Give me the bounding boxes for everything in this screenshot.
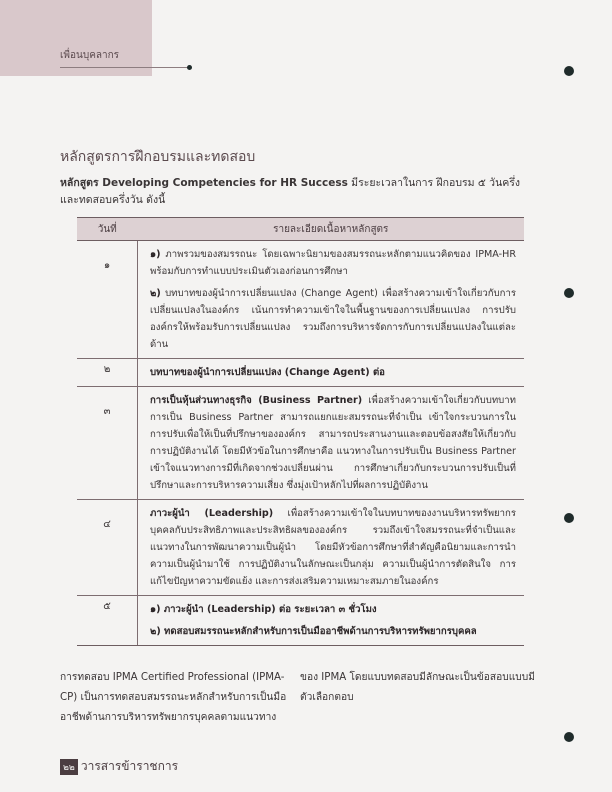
magazine-name: วารสารข้าราชการ — [80, 759, 179, 773]
page-number: ๒๒ — [60, 759, 78, 775]
margin-dot-1 — [564, 66, 574, 76]
detail-item: ภาวะผู้นำ (Leadership) เพื่อสร้างความเข้าใจในบทบาทของงานบริหารทรัพยากรบุคคลกับประสิทธิภาพและประสิทธิผลขององค์กร รวมถึงเข้าใจสมรรถนะที่จำเป็นและแนวทางในการพัฒนาความเป็นผู้นำ โดยมีหัวข้อการศึกษาที่สำคัญคือนิยามและการนำความเป็นผู้นำมาใช้ การปฏิบัติงานในลักษณะเป็นกลุ่ม ความเป็นผู้นำการตัดสินใจ การแก้ไขปัญหาความขัดแย้ง และการส่งเสริมความเหมาะสมภายในองค์กร — [150, 508, 516, 587]
day-cell: ๑ — [77, 241, 138, 359]
margin-dot-4 — [564, 732, 574, 742]
bottom-paragraph-right: ของ IPMA โดยแบบทดสอบมีลักษณะเป็นข้อสอบแบบมีตัวเลือกตอบ — [300, 672, 535, 703]
detail-item: ๒) บทบาทของผู้นำการเปลี่ยนแปลง (Change Agent) เพื่อสร้างความเข้าใจเกี่ยวกับการเปลี่ยนแปลงในองค์กร เน้นการทำความเข้าใจในพื้นฐานของการเปลี่ยนแปลง การปรับองค์กรให้พร้อมรับการเปลี่ยนแปลง รวมถึงการบริหารจัดการกับการเปลี่ยนแปลงในแต่ละด้าน — [150, 288, 516, 350]
detail-item: ๑) ภาพรวมของสมรรถนะ โดยเฉพาะนิยามของสมรรถนะหลักตามแนวคิดของ IPMA-HR พร้อมกับการทำแบบประเมินตัวเองก่อนการศึกษา — [150, 249, 516, 277]
margin-dot-3 — [564, 513, 574, 523]
detail-item: บทบาทของผู้นำการเปลี่ยนแปลง (Change Agent) ต่อ — [150, 367, 385, 378]
header-tab — [0, 0, 152, 76]
table-row — [77, 359, 524, 387]
detail-cell — [138, 596, 525, 646]
page-footer — [60, 757, 178, 776]
section-label: เพื่อนบุคลากร — [60, 50, 120, 61]
detail-item: การเป็นหุ้นส่วนทางธุรกิจ (Business Partner) เพื่อสร้างความเข้าใจเกี่ยวกับบทบาทการเป็น Business Partner สามารถแยกแยะสมรรถนะที่จำเป็น เข้าใจกระบวนการในการปรับเพื่อให้เป็นที่ปรึกษาขององค์กร สามารถประสานงานและตอบข้อสงสัยให้เกี่ยวกับการปฏิบัติงานได้ โดยมีหัวข้อในการศึกษาคือ แนวทางในการปรับเป็น Business Partner เข้าใจแนวทางการมีที่เกิดจากช่วงเปลี่ยนผ่าน การศึกษาเกี่ยวกับกระบวนการปรับเป็นที่ปรึกษาและการบริหารความเสี่ยง ซึ่งมุ่งเป้าหลักไปที่ผลการปฏิบัติงาน — [150, 395, 516, 491]
course-table — [77, 217, 524, 646]
table-row — [77, 241, 524, 359]
day-cell: ๓ — [77, 387, 138, 500]
detail-item: ๑) ภาวะผู้นำ (Leadership) ต่อ ระยะเวลา ๓ ชั่วโมง — [150, 604, 377, 615]
detail-cell — [138, 241, 525, 359]
intro-rest: มีระยะเวลาในการ ฝึกอบรม ๕ วันครึ่ง และทดสอบครึ่งวัน ดังนี้ — [60, 177, 521, 206]
detail-cell — [138, 387, 525, 500]
day-cell: ๕ — [77, 596, 138, 646]
intro-lead: หลักสูตร Developing Competencies for HR Success — [60, 177, 348, 189]
margin-dot-2 — [564, 288, 574, 298]
header-detail: รายละเอียดเนื้อหาหลักสูตร — [138, 218, 525, 241]
day-cell: ๒ — [77, 359, 138, 387]
header-bullet-dot — [187, 65, 192, 70]
detail-item-topic: ๒) — [150, 288, 161, 299]
detail-item-topic: ๑) — [150, 249, 161, 260]
table-header-row — [77, 218, 524, 241]
header-rule — [60, 67, 190, 68]
detail-cell — [138, 500, 525, 596]
detail-cell — [138, 359, 525, 387]
header-day: วันที่ — [77, 218, 138, 241]
table-row — [77, 596, 524, 646]
day-cell: ๔ — [77, 500, 138, 596]
table-row — [77, 387, 524, 500]
intro-paragraph — [60, 175, 525, 209]
detail-item-topic: การเป็นหุ้นส่วนทางธุรกิจ (Business Partner) — [150, 395, 363, 406]
bottom-paragraph-left: การทดสอบ IPMA Certified Professional (IPMA-CP) เป็นการทดสอบสมรรถนะหลักสำหรับการเป็นมืออาชีพด้านการบริหารทรัพยากรบุคคลตามแนวทาง — [60, 672, 287, 723]
detail-item-topic: ภาวะผู้นำ (Leadership) — [150, 508, 274, 519]
table-row — [77, 500, 524, 596]
detail-item: ๒) ทดสอบสมรรถนะหลักสำหรับการเป็นมืออาชีพด้านการบริหารทรัพยากรบุคคล — [150, 626, 477, 637]
section-heading: หลักสูตรการฝึกอบรมและทดสอบ — [60, 149, 256, 165]
